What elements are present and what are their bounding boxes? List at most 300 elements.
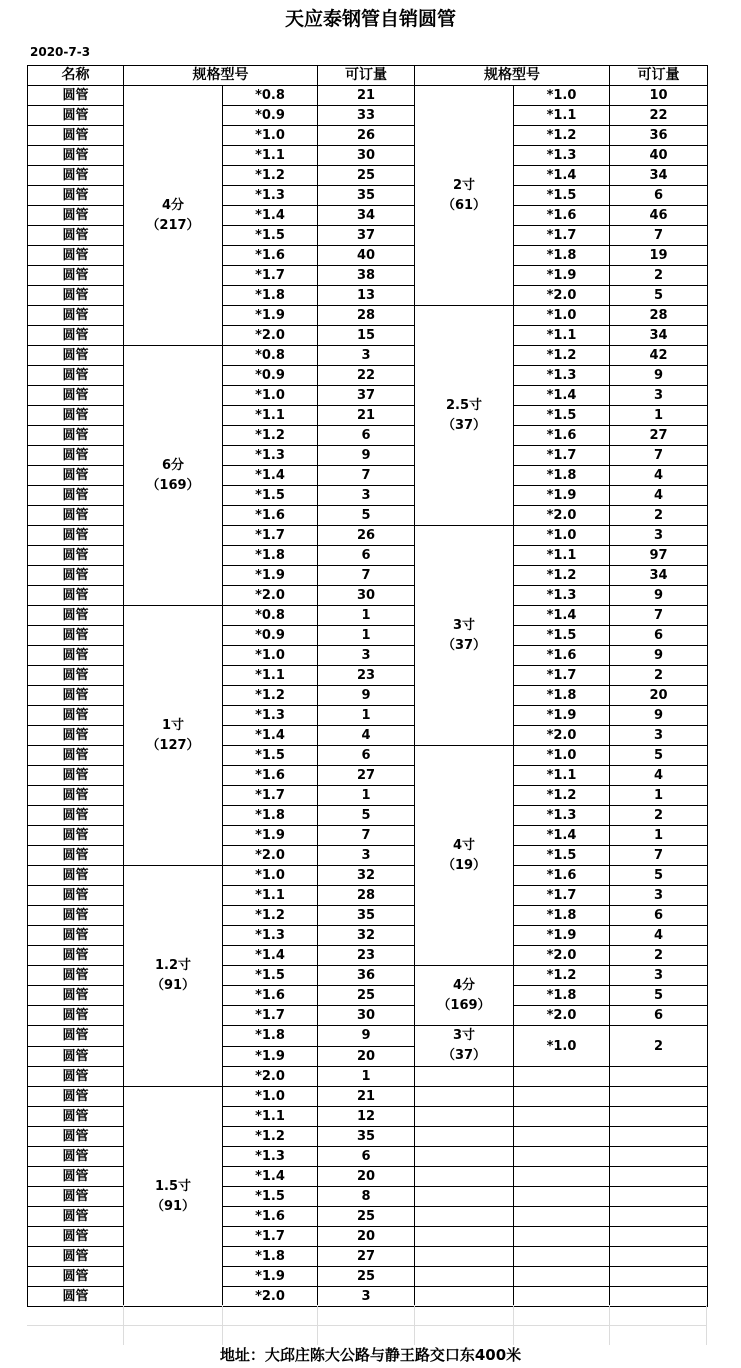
qty-cell-right: 34 <box>610 166 708 186</box>
qty-cell-right: 5 <box>610 866 708 886</box>
spec-cell: *1.1 <box>223 666 318 686</box>
pipe-name: 圆管 <box>28 846 124 866</box>
empty-cell <box>610 1167 708 1187</box>
size-label: 3寸 <box>452 1028 476 1043</box>
spec-cell-right: *1.6 <box>514 866 610 886</box>
pipe-name: 圆管 <box>28 1087 124 1107</box>
qty-cell-right: 3 <box>610 886 708 906</box>
pipe-name: 圆管 <box>28 146 124 166</box>
spec-cell-right: *1.6 <box>514 206 610 226</box>
qty-cell-right: 1 <box>610 826 708 846</box>
spec-cell: *1.4 <box>223 726 318 746</box>
spec-cell-right: *1.0 <box>514 526 610 546</box>
qty-cell-right: 6 <box>610 186 708 206</box>
pipe-name: 圆管 <box>28 946 124 966</box>
qty-cell-right: 22 <box>610 106 708 126</box>
pipe-name: 圆管 <box>28 726 124 746</box>
qty-cell-right: 9 <box>610 586 708 606</box>
qty-cell: 3 <box>318 486 415 506</box>
pipe-name: 圆管 <box>28 266 124 286</box>
size-label: 4分 <box>161 197 185 213</box>
size-label: 3寸 <box>452 617 476 633</box>
spec-cell: *1.1 <box>223 146 318 166</box>
size-group-right <box>415 86 514 306</box>
qty-cell: 3 <box>318 346 415 366</box>
qty-cell: 6 <box>318 746 415 766</box>
qty-cell: 23 <box>318 666 415 686</box>
header-qty-right: 可订量 <box>610 66 708 86</box>
empty-cell <box>610 1187 708 1207</box>
qty-cell-right: 5 <box>610 286 708 306</box>
qty-cell: 9 <box>318 446 415 466</box>
spec-cell: *1.6 <box>223 1207 318 1227</box>
size-label: 4寸 <box>452 837 476 853</box>
qty-cell-right: 5 <box>610 986 708 1006</box>
spec-cell-right: *1.3 <box>514 366 610 386</box>
spec-cell: *1.9 <box>223 1267 318 1287</box>
qty-cell-right: 34 <box>610 326 708 346</box>
qty-cell-right: 7 <box>610 226 708 246</box>
empty-cell <box>415 1207 514 1227</box>
gridline <box>609 1305 610 1345</box>
qty-cell: 20 <box>318 1046 415 1067</box>
pipe-name: 圆管 <box>28 686 124 706</box>
spec-cell-right: *1.8 <box>514 906 610 926</box>
size-total: （91） <box>150 978 196 993</box>
qty-cell: 23 <box>318 946 415 966</box>
qty-cell-right: 4 <box>610 766 708 786</box>
qty-cell-right: 3 <box>610 386 708 406</box>
spec-cell: *1.4 <box>223 1167 318 1187</box>
size-label: 6分 <box>161 457 185 473</box>
pipe-name: 圆管 <box>28 366 124 386</box>
qty-cell: 1 <box>318 706 415 726</box>
qty-cell-right: 4 <box>610 466 708 486</box>
table-row <box>28 866 708 886</box>
empty-cell <box>415 1127 514 1147</box>
qty-cell-right: 7 <box>610 846 708 866</box>
empty-cell <box>415 1187 514 1207</box>
spec-cell-right: *1.6 <box>514 426 610 446</box>
empty-cell <box>514 1207 610 1227</box>
spec-cell-right: *1.2 <box>514 786 610 806</box>
size-total: （169） <box>437 997 491 1013</box>
qty-cell: 34 <box>318 206 415 226</box>
pipe-name: 圆管 <box>28 746 124 766</box>
qty-cell: 27 <box>318 1247 415 1267</box>
qty-cell: 5 <box>318 806 415 826</box>
qty-cell: 25 <box>318 1267 415 1287</box>
qty-cell: 6 <box>318 1147 415 1167</box>
spec-cell: *0.9 <box>223 106 318 126</box>
pipe-name: 圆管 <box>28 766 124 786</box>
qty-cell-right: 3 <box>610 726 708 746</box>
size-total: （37） <box>441 1048 487 1063</box>
qty-cell: 7 <box>318 566 415 586</box>
qty-cell: 26 <box>318 126 415 146</box>
spec-cell: *1.5 <box>223 486 318 506</box>
qty-cell-right: 2 <box>610 266 708 286</box>
pipe-name: 圆管 <box>28 666 124 686</box>
spec-cell: *2.0 <box>223 586 318 606</box>
spec-cell-right: *1.4 <box>514 166 610 186</box>
qty-cell: 25 <box>318 166 415 186</box>
spec-cell-right: *1.1 <box>514 326 610 346</box>
pipe-name: 圆管 <box>28 1267 124 1287</box>
qty-cell-right: 6 <box>610 906 708 926</box>
qty-cell: 7 <box>318 826 415 846</box>
pipe-name: 圆管 <box>28 646 124 666</box>
pipe-name: 圆管 <box>28 126 124 146</box>
qty-cell-right: 28 <box>610 306 708 326</box>
size-group-right <box>415 306 514 526</box>
qty-cell-right: 97 <box>610 546 708 566</box>
pipe-name: 圆管 <box>28 1207 124 1227</box>
qty-cell: 1 <box>318 626 415 646</box>
spec-cell: *1.3 <box>223 1147 318 1167</box>
size-group-right <box>415 966 514 1026</box>
spec-cell-right: *1.8 <box>514 246 610 266</box>
qty-cell: 25 <box>318 1207 415 1227</box>
qty-cell: 21 <box>318 406 415 426</box>
spec-cell: *1.8 <box>223 1026 318 1047</box>
pipe-name: 圆管 <box>28 426 124 446</box>
spec-cell: *1.4 <box>223 946 318 966</box>
qty-cell-right: 42 <box>610 346 708 366</box>
size-label: 1寸 <box>161 717 185 733</box>
header-name: 名称 <box>28 66 124 86</box>
table-row <box>28 346 708 366</box>
size-label: 1.5寸 <box>154 1178 192 1194</box>
qty-cell-right: 4 <box>610 486 708 506</box>
size-total: （37） <box>441 417 487 433</box>
empty-cell <box>610 1227 708 1247</box>
pipe-name: 圆管 <box>28 306 124 326</box>
spec-cell: *1.1 <box>223 406 318 426</box>
qty-cell: 36 <box>318 966 415 986</box>
spec-cell-right: *1.9 <box>514 706 610 726</box>
empty-cell <box>415 1267 514 1287</box>
spec-cell-right: *1.9 <box>514 926 610 946</box>
qty-cell: 1 <box>318 1067 415 1087</box>
size-total: （91） <box>150 1198 196 1214</box>
pipe-name: 圆管 <box>28 246 124 266</box>
pipe-name: 圆管 <box>28 1227 124 1247</box>
spec-cell-right: *1.2 <box>514 566 610 586</box>
pipe-name: 圆管 <box>28 226 124 246</box>
spec-cell: *0.9 <box>223 626 318 646</box>
empty-cell <box>514 1087 610 1107</box>
spec-cell: *1.3 <box>223 446 318 466</box>
spec-cell-right: *1.8 <box>514 986 610 1006</box>
empty-cell <box>610 1087 708 1107</box>
pipe-name: 圆管 <box>28 1167 124 1187</box>
empty-cell <box>514 1287 610 1307</box>
qty-cell: 9 <box>318 686 415 706</box>
qty-cell: 35 <box>318 906 415 926</box>
qty-cell: 3 <box>318 1287 415 1307</box>
empty-cell <box>415 1087 514 1107</box>
qty-cell: 32 <box>318 866 415 886</box>
pipe-name: 圆管 <box>28 606 124 626</box>
pipe-name: 圆管 <box>28 106 124 126</box>
size-group <box>124 346 223 606</box>
pipe-name: 圆管 <box>28 906 124 926</box>
address-footer: 地址：大邱庄陈大公路与静王路交口东400米 <box>219 1346 522 1364</box>
qty-cell-right: 6 <box>610 1006 708 1026</box>
spec-cell: *1.7 <box>223 1006 318 1026</box>
spec-cell-right: *1.9 <box>514 266 610 286</box>
spec-cell: *1.0 <box>223 646 318 666</box>
empty-cell <box>514 1247 610 1267</box>
spec-cell: *0.8 <box>223 606 318 626</box>
qty-cell-right: 40 <box>610 146 708 166</box>
spec-cell: *1.0 <box>223 866 318 886</box>
qty-cell: 30 <box>318 146 415 166</box>
empty-cell <box>610 1287 708 1307</box>
qty-cell: 22 <box>318 366 415 386</box>
qty-cell: 1 <box>318 606 415 626</box>
spec-cell: *0.9 <box>223 366 318 386</box>
qty-cell: 28 <box>318 306 415 326</box>
qty-cell: 37 <box>318 386 415 406</box>
spec-cell: *1.6 <box>223 506 318 526</box>
spec-cell-right: *1.0 <box>514 86 610 106</box>
size-group <box>124 866 223 1087</box>
spec-cell: *1.5 <box>223 966 318 986</box>
qty-cell: 30 <box>318 1006 415 1026</box>
spec-cell: *1.0 <box>223 126 318 146</box>
qty-cell: 28 <box>318 886 415 906</box>
header-spec: 规格型号 <box>124 66 318 86</box>
pipe-name: 圆管 <box>28 186 124 206</box>
qty-cell: 27 <box>318 766 415 786</box>
pipe-name: 圆管 <box>28 1147 124 1167</box>
empty-cell <box>610 1067 708 1087</box>
qty-cell: 20 <box>318 1167 415 1187</box>
pipe-name: 圆管 <box>28 866 124 886</box>
empty-cell <box>610 1147 708 1167</box>
pipe-name: 圆管 <box>28 1187 124 1207</box>
empty-cell <box>514 1227 610 1247</box>
qty-cell: 6 <box>318 426 415 446</box>
inventory-table <box>27 65 708 1307</box>
qty-cell: 33 <box>318 106 415 126</box>
spec-cell: *1.9 <box>223 826 318 846</box>
qty-cell-right: 9 <box>610 706 708 726</box>
pipe-name: 圆管 <box>28 1067 124 1087</box>
empty-cell <box>514 1187 610 1207</box>
spec-cell-right: *1.7 <box>514 666 610 686</box>
gridline <box>27 1325 707 1326</box>
qty-cell: 32 <box>318 926 415 946</box>
pipe-name: 圆管 <box>28 966 124 986</box>
empty-cell <box>610 1127 708 1147</box>
spec-cell-right: *1.3 <box>514 146 610 166</box>
qty-cell-right: 7 <box>610 606 708 626</box>
pipe-name: 圆管 <box>28 926 124 946</box>
spec-cell: *1.4 <box>223 206 318 226</box>
spec-cell-right: *1.2 <box>514 126 610 146</box>
pipe-name: 圆管 <box>28 886 124 906</box>
qty-cell-right: 10 <box>610 86 708 106</box>
spec-cell-right: *1.0 <box>514 746 610 766</box>
qty-cell-right: 6 <box>610 626 708 646</box>
qty-cell-right: 2 <box>610 946 708 966</box>
spec-cell-right: *1.8 <box>514 686 610 706</box>
spec-cell: *1.8 <box>223 546 318 566</box>
empty-cell <box>415 1227 514 1247</box>
pipe-name: 圆管 <box>28 86 124 106</box>
spec-cell: *1.2 <box>223 1127 318 1147</box>
size-group <box>124 606 223 866</box>
size-total: （37） <box>441 637 487 653</box>
table-row <box>28 606 708 626</box>
size-group <box>124 86 223 346</box>
spec-cell-right: *1.9 <box>514 486 610 506</box>
qty-cell: 20 <box>318 1227 415 1247</box>
pipe-name: 圆管 <box>28 986 124 1006</box>
spec-cell-right: *1.2 <box>514 346 610 366</box>
qty-cell-right: 4 <box>610 926 708 946</box>
spec-cell-right: *1.5 <box>514 626 610 646</box>
qty-cell: 30 <box>318 586 415 606</box>
spec-cell: *1.6 <box>223 766 318 786</box>
spec-cell: *1.7 <box>223 526 318 546</box>
inventory-table-body <box>28 66 708 1307</box>
spec-cell: *1.9 <box>223 1046 318 1067</box>
size-total: （217） <box>146 217 200 233</box>
spec-cell: *1.8 <box>223 286 318 306</box>
spec-cell-right: *1.2 <box>514 966 610 986</box>
spec-cell-right: *1.5 <box>514 406 610 426</box>
spec-cell: *1.5 <box>223 746 318 766</box>
spec-cell-right: *1.7 <box>514 226 610 246</box>
spec-cell: *1.9 <box>223 566 318 586</box>
empty-cell <box>415 1107 514 1127</box>
qty-cell: 6 <box>318 546 415 566</box>
pipe-name: 圆管 <box>28 786 124 806</box>
empty-cell <box>514 1147 610 1167</box>
empty-cell <box>514 1107 610 1127</box>
qty-cell: 9 <box>318 1026 415 1047</box>
spec-cell-right: *1.5 <box>514 186 610 206</box>
pipe-name: 圆管 <box>28 206 124 226</box>
pipe-name: 圆管 <box>28 1107 124 1127</box>
qty-cell: 15 <box>318 326 415 346</box>
pipe-name: 圆管 <box>28 1046 124 1067</box>
size-group-right <box>415 526 514 746</box>
empty-cell <box>415 1147 514 1167</box>
size-total: （169） <box>146 477 200 493</box>
spec-cell: *1.6 <box>223 246 318 266</box>
spec-cell: *1.3 <box>223 186 318 206</box>
qty-cell: 4 <box>318 726 415 746</box>
spec-cell-right: *1.7 <box>514 886 610 906</box>
qty-cell-right: 9 <box>610 646 708 666</box>
spec-cell: *1.5 <box>223 1187 318 1207</box>
spec-cell: *1.2 <box>223 906 318 926</box>
spec-cell: *1.7 <box>223 1227 318 1247</box>
spec-cell: *2.0 <box>223 1287 318 1307</box>
qty-cell: 1 <box>318 786 415 806</box>
qty-cell-right: 27 <box>610 426 708 446</box>
spec-cell-right: *1.6 <box>514 646 610 666</box>
empty-cell <box>514 1127 610 1147</box>
spec-cell: *1.2 <box>223 426 318 446</box>
qty-cell: 25 <box>318 986 415 1006</box>
pipe-name: 圆管 <box>28 386 124 406</box>
empty-cell <box>610 1107 708 1127</box>
pipe-name: 圆管 <box>28 566 124 586</box>
pipe-name: 圆管 <box>28 806 124 826</box>
empty-cell <box>415 1247 514 1267</box>
spec-cell-right: *1.0 <box>514 306 610 326</box>
spec-cell-right: *1.1 <box>514 546 610 566</box>
size-group-right <box>415 1026 514 1067</box>
qty-cell: 35 <box>318 1127 415 1147</box>
spec-cell-right: *1.4 <box>514 606 610 626</box>
qty-cell: 37 <box>318 226 415 246</box>
qty-cell-right: 2 <box>610 506 708 526</box>
empty-cell <box>610 1267 708 1287</box>
spec-cell-right: *1.7 <box>514 446 610 466</box>
qty-cell: 3 <box>318 646 415 666</box>
gridline <box>513 1305 514 1345</box>
size-label: 2.5寸 <box>445 397 483 413</box>
spec-cell-right: *2.0 <box>514 286 610 306</box>
qty-cell-right: 5 <box>610 746 708 766</box>
spec-cell: *1.7 <box>223 266 318 286</box>
spec-cell-right: *1.5 <box>514 846 610 866</box>
spec-cell-right: *1.1 <box>514 766 610 786</box>
qty-cell: 26 <box>318 526 415 546</box>
pipe-name: 圆管 <box>28 1127 124 1147</box>
spec-cell: *1.8 <box>223 1247 318 1267</box>
spec-cell: *1.0 <box>223 386 318 406</box>
qty-cell-right: 34 <box>610 566 708 586</box>
qty-cell: 13 <box>318 286 415 306</box>
qty-cell-right: 1 <box>610 786 708 806</box>
qty-cell-right: 3 <box>610 966 708 986</box>
pipe-name: 圆管 <box>28 166 124 186</box>
spec-cell: *2.0 <box>223 326 318 346</box>
spec-cell: *1.6 <box>223 986 318 1006</box>
qty-cell-right: 3 <box>610 526 708 546</box>
qty-cell: 12 <box>318 1107 415 1127</box>
pipe-name: 圆管 <box>28 546 124 566</box>
spec-cell-right: *1.4 <box>514 826 610 846</box>
size-total: （61） <box>441 197 487 213</box>
spec-cell-right: *1.3 <box>514 586 610 606</box>
empty-cell <box>514 1067 610 1087</box>
spec-cell-right: *2.0 <box>514 1006 610 1026</box>
page-title: 天应泰钢管自销圆管 <box>284 8 456 30</box>
table-row <box>28 1087 708 1107</box>
spec-cell-right: *2.0 <box>514 506 610 526</box>
spec-cell: *1.0 <box>223 1087 318 1107</box>
gridline <box>222 1305 223 1345</box>
size-group <box>124 1087 223 1307</box>
empty-cell <box>415 1167 514 1187</box>
pipe-name: 圆管 <box>28 1247 124 1267</box>
pipe-name: 圆管 <box>28 346 124 366</box>
spec-cell: *1.3 <box>223 706 318 726</box>
qty-cell: 7 <box>318 466 415 486</box>
pipe-name: 圆管 <box>28 466 124 486</box>
spec-cell: *1.1 <box>223 886 318 906</box>
spec-cell: *1.7 <box>223 786 318 806</box>
